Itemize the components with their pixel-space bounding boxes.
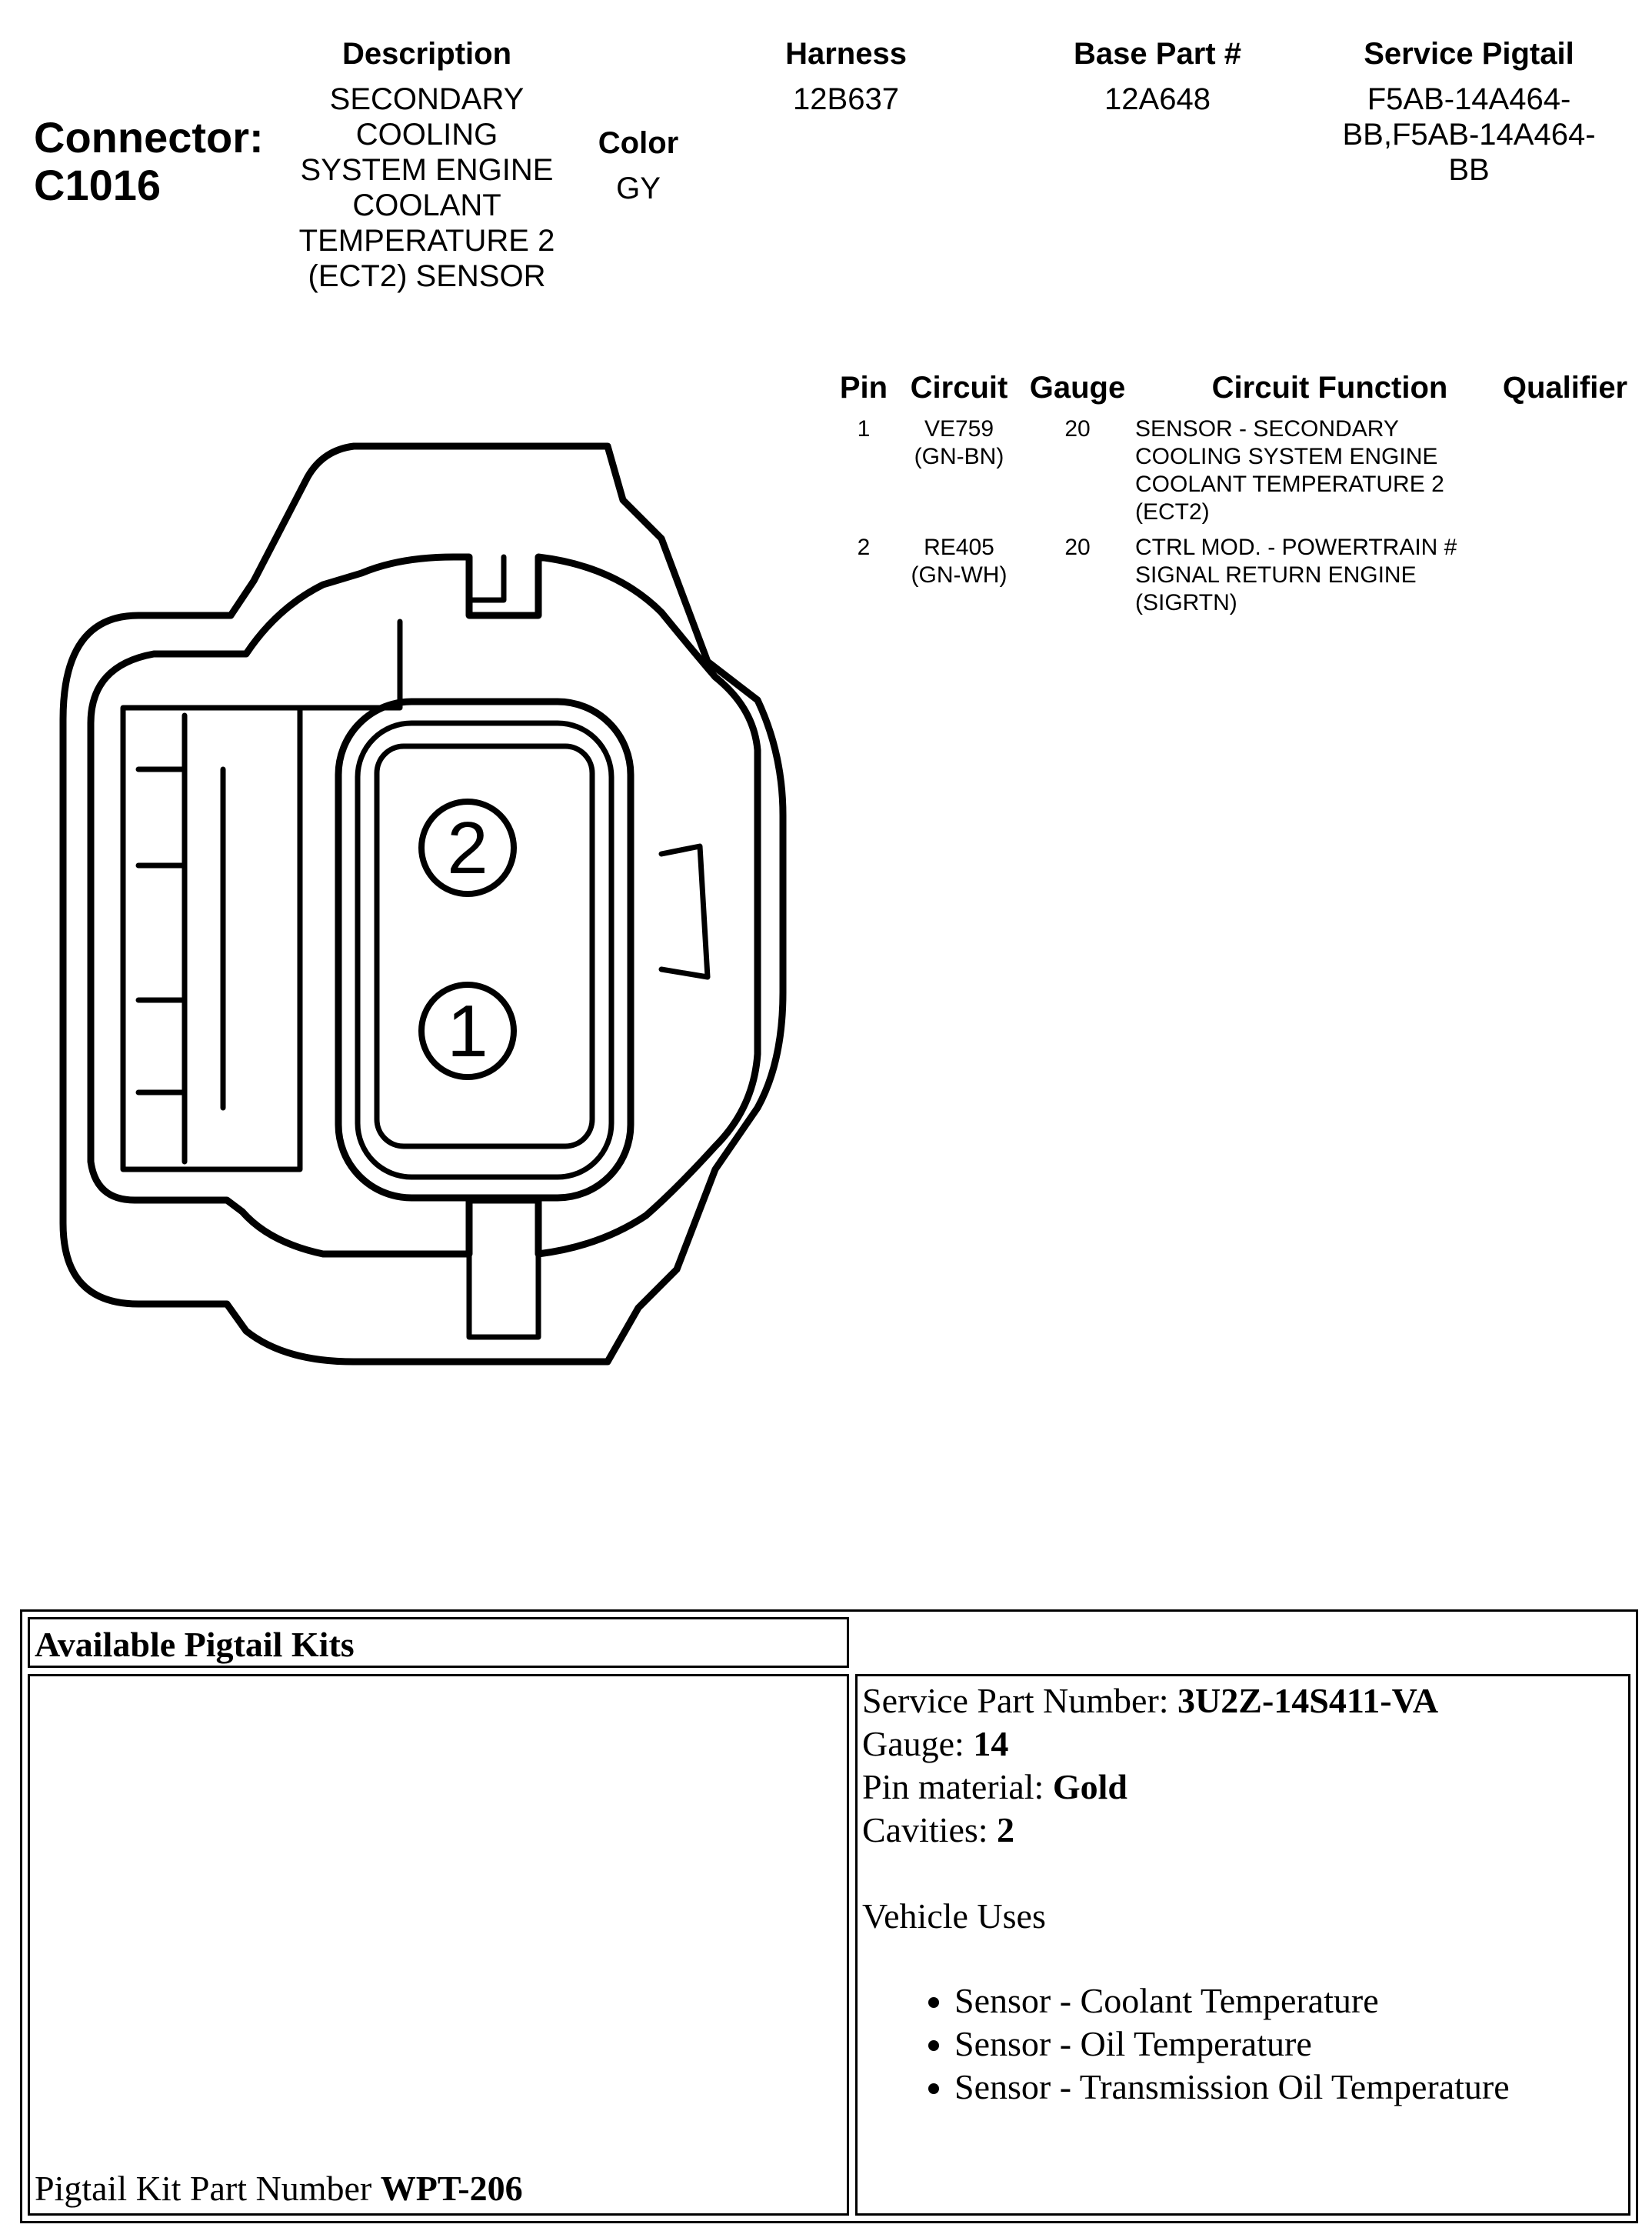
function-line: CTRL MOD. - POWERTRAIN # — [1135, 535, 1457, 560]
description-line: TEMPERATURE 2 — [298, 224, 555, 258]
function-line: SIGNAL RETURN ENGINE — [1135, 562, 1417, 588]
gauge-cell: 20 — [1064, 416, 1091, 442]
service-pigtail-line: F5AB-14A464- — [1367, 82, 1571, 116]
gauge-value: 14 — [973, 1724, 1009, 1763]
left-latch-frame — [123, 708, 300, 1169]
qualifier-header: Qualifier — [1502, 371, 1628, 405]
function-line: COOLANT TEMPERATURE 2 — [1135, 472, 1444, 497]
left-latch-inner — [185, 715, 223, 1162]
service-pigtail-line: BB — [1448, 153, 1490, 187]
description-header: Description — [341, 37, 512, 71]
list-item: • Sensor - Transmission Oil Temperature — [954, 2066, 1624, 2109]
bottom-key — [469, 1254, 538, 1337]
vehicle-uses-list — [862, 1979, 1624, 2109]
circuit-id: VE759 — [924, 416, 994, 442]
right-latch — [661, 846, 708, 977]
pin-material-value: Gold — [1052, 1767, 1127, 1806]
gauge-header: Gauge — [1029, 371, 1126, 405]
vehicle-uses-label: Vehicle Uses — [862, 1896, 1046, 1936]
pigtail-title-cell — [28, 1617, 849, 1668]
color-header: Color — [598, 126, 679, 160]
service-part-number — [862, 1679, 1624, 1722]
circuit-color: (GN-BN) — [914, 444, 1004, 469]
base-part-value: 12A648 — [1104, 82, 1211, 116]
housing-outline — [63, 446, 783, 1362]
pin-header: Pin — [839, 371, 888, 405]
pigtail-details-cell — [855, 1674, 1630, 2216]
pin-material-label: Pin material: — [862, 1767, 1053, 1806]
circuit-color: (GN-WH) — [911, 562, 1008, 588]
kit-value: WPT-206 — [380, 2169, 523, 2208]
function-line: COOLING SYSTEM ENGINE — [1135, 444, 1438, 469]
description-value — [254, 82, 600, 294]
pin-material — [862, 1766, 1624, 1809]
circuit-function-cell — [1135, 534, 1489, 617]
top-connecting-lines — [300, 622, 400, 708]
connector-title — [34, 114, 264, 209]
description-line: COOLING — [355, 118, 498, 152]
pin-cell: 2 — [857, 535, 871, 560]
description-line: SYSTEM ENGINE — [300, 153, 554, 187]
circuit-id: RE405 — [924, 535, 994, 560]
description-line: (ECT2) SENSOR — [308, 259, 546, 293]
circuit-cell — [901, 415, 1017, 471]
cavity-1-label: 1 — [447, 990, 488, 1072]
service-pigtail-header: Service Pigtail — [1364, 37, 1574, 71]
pigtail-details — [862, 1679, 1624, 2109]
pin-table — [831, 371, 1646, 632]
circuit-function-header: Circuit Function — [1211, 371, 1448, 405]
cavity-2-label: 2 — [447, 807, 488, 889]
housing-ring — [91, 557, 758, 1254]
pigtail-kit-number — [35, 2167, 523, 2210]
gauge — [862, 1722, 1624, 1766]
circuit-cell — [901, 534, 1017, 589]
kit-label: Pigtail Kit Part Number — [35, 2169, 381, 2208]
cavities — [862, 1809, 1624, 1852]
pin-cell: 1 — [857, 416, 871, 442]
pigtail-kit-cell — [28, 1674, 849, 2216]
base-part-header: Base Part # — [1074, 37, 1241, 71]
function-line: (ECT2) — [1135, 499, 1210, 525]
list-item: • Sensor - Coolant Temperature — [954, 1979, 1624, 2023]
cavity-body-outer — [338, 702, 631, 1198]
harness-value: 12B637 — [793, 82, 899, 116]
table-row — [831, 534, 1646, 626]
service-part-value: 3U2Z-14S411-VA — [1177, 1681, 1439, 1720]
description-line: COOLANT — [352, 188, 501, 222]
left-latch-tab — [138, 769, 185, 1092]
pigtail-title: Available Pigtail Kits — [35, 1625, 355, 1664]
cavities-value: 2 — [997, 1810, 1015, 1849]
cavities-label: Cavities: — [862, 1810, 998, 1849]
gauge-label: Gauge: — [862, 1724, 974, 1763]
color-value: GY — [616, 172, 661, 205]
service-pigtail-value — [1300, 82, 1638, 188]
connector-id: C1016 — [34, 161, 162, 209]
function-line: (SIGRTN) — [1135, 590, 1237, 615]
circuit-function-cell — [1135, 415, 1489, 526]
connector-label: Connector: — [34, 113, 264, 162]
list-item: • Sensor - Oil Temperature — [954, 2023, 1624, 2066]
service-pigtail-line: BB,F5AB-14A464- — [1342, 118, 1596, 152]
table-row — [831, 415, 1646, 523]
gauge-cell: 20 — [1064, 535, 1091, 560]
description-line: SECONDARY — [329, 82, 525, 116]
service-part-label: Service Part Number: — [862, 1681, 1178, 1720]
harness-header: Harness — [785, 37, 907, 71]
top-key — [469, 557, 504, 600]
cavity-slot — [358, 723, 611, 1177]
connector-face-diagram — [0, 400, 815, 1492]
function-line: SENSOR - SECONDARY — [1135, 416, 1399, 442]
circuit-header: Circuit — [910, 371, 1008, 405]
